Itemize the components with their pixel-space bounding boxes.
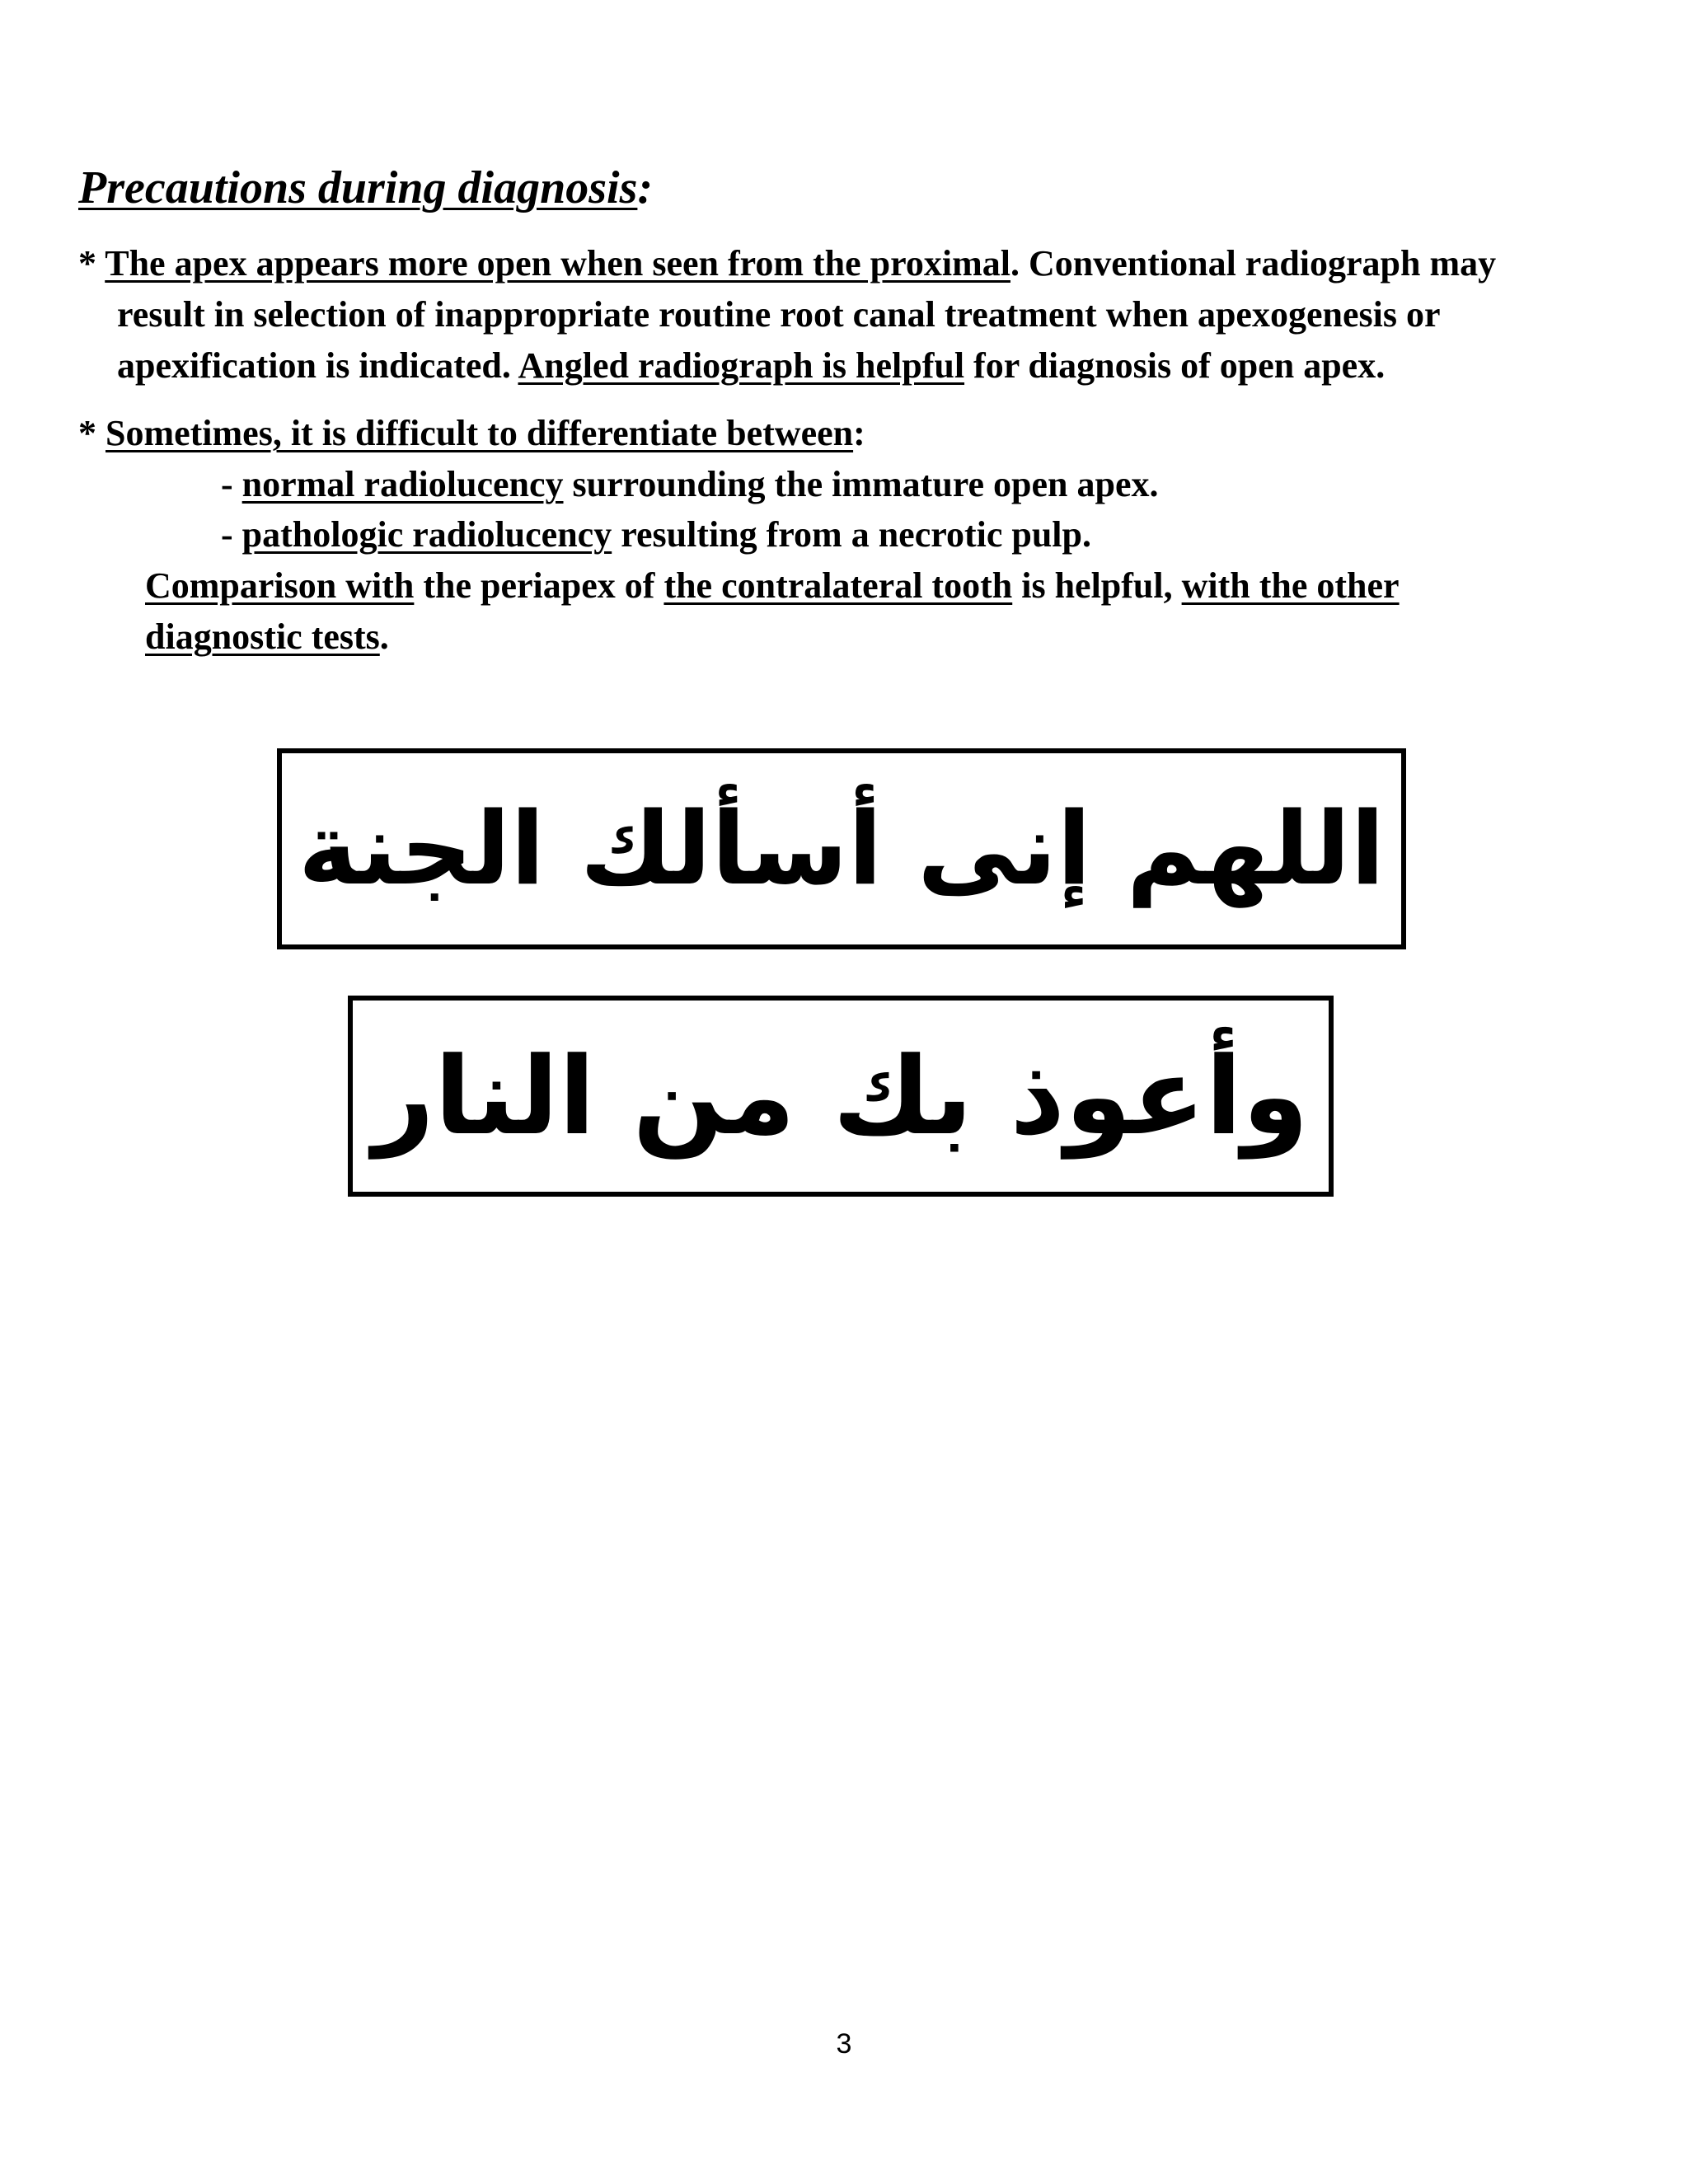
point2-sub2-dash: -	[221, 514, 242, 555]
comparison-underlined-d: diagnostic tests	[145, 616, 380, 657]
point1-text-a: . Conventional radiograph may	[1010, 243, 1497, 284]
arabic-text-2: وأعوذ بك من النار	[373, 1033, 1309, 1159]
point1-underlined-a: The apex appears more open when seen from the proximal	[105, 243, 1010, 284]
point1-text-c: for diagnosis of open apex.	[964, 345, 1386, 386]
point2-sub1-dash: -	[221, 464, 242, 504]
point2-sub1-text: surrounding the immature open apex.	[563, 464, 1159, 504]
point2-underlined-a: Sometimes, it is difficult to differentiate between	[106, 413, 854, 453]
heading-colon: :	[637, 162, 654, 213]
comparison-text-a: the periapex of	[414, 565, 664, 606]
point2-comparison-line1	[145, 561, 1400, 611]
point1-line1	[78, 239, 1496, 288]
point2-colon: :	[853, 413, 865, 453]
point2-line1	[78, 409, 865, 458]
point1-line3	[117, 341, 1385, 391]
point1-underlined-b: Angled radiograph is helpful	[518, 345, 965, 386]
arabic-text-1: اللهم إنى أسألك الجنة	[298, 790, 1386, 907]
comparison-underlined-c: with the other	[1181, 565, 1400, 606]
arabic-box-2	[348, 996, 1334, 1197]
comparison-text-b: is helpful,	[1012, 565, 1182, 606]
point1-bullet: *	[78, 243, 106, 284]
point2-sub2	[221, 510, 1091, 560]
point1-text-b: apexification is indicated.	[117, 345, 518, 386]
comparison-text-c: .	[379, 616, 389, 657]
comparison-underlined-a: Comparison with	[145, 565, 415, 606]
heading-title: Precautions during diagnosis	[78, 162, 638, 213]
point2-comparison-line2	[145, 612, 389, 662]
point2-bullet: *	[78, 413, 106, 453]
point2-sub1-underlined: normal radiolucency	[241, 464, 564, 504]
section-heading	[78, 158, 653, 218]
point2-sub2-text: resulting from a necrotic pulp.	[612, 514, 1091, 555]
point2-sub2-underlined: pathologic radiolucency	[241, 514, 612, 555]
point1-line2: result in selection of inappropriate routine root canal treatment when apexogenesis or	[117, 294, 1441, 335]
page-number: 3	[836, 2028, 852, 2060]
point2-sub1	[221, 460, 1159, 509]
arabic-box-1	[277, 748, 1406, 949]
comparison-underlined-b: the contralateral tooth	[663, 565, 1013, 606]
